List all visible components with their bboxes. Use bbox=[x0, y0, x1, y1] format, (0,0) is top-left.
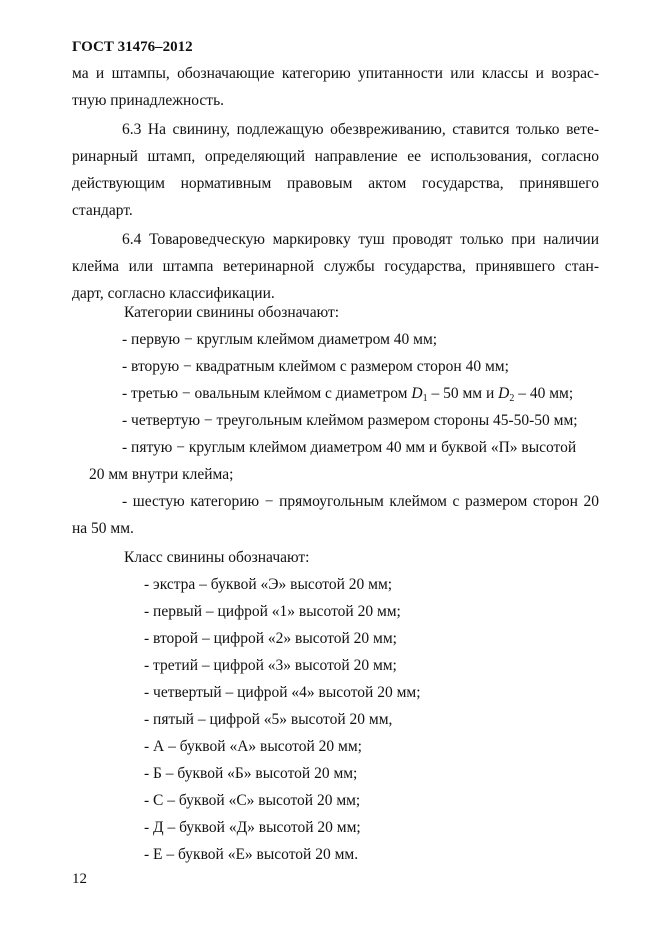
category-item: - пятую − круглым клеймом диаметром 40 мм и буквой «П» высотой bbox=[122, 439, 577, 456]
paragraph-line: 6.3 На свинину, подлежащую обезвреживанию, ставится только вете- bbox=[122, 121, 599, 138]
class-item: - Е – буквой «Е» высотой 20 мм. bbox=[144, 846, 359, 863]
category-item-continuation: на 50 мм. bbox=[72, 520, 134, 537]
class-item: - С – буквой «С» высотой 20 мм; bbox=[144, 792, 361, 809]
class-item: - третий – цифрой «3» высотой 20 мм; bbox=[144, 657, 397, 674]
class-item: - Д – буквой «Д» высотой 20 мм; bbox=[144, 819, 361, 836]
class-item: - четвертый – цифрой «4» высотой 20 мм; bbox=[144, 684, 421, 701]
page-number: 12 bbox=[72, 871, 87, 887]
classes-intro: Класс свинины обозначают: bbox=[124, 549, 310, 566]
class-item: - Б – буквой «Б» высотой 20 мм; bbox=[144, 765, 358, 782]
category-item-continuation: 20 мм внутри клейма; bbox=[89, 466, 234, 483]
category-item: - третью − овальным клеймом с диаметром $D_1 - 50$ мм и $D_2 - 40$ мм; bbox=[122, 385, 574, 404]
paragraph-line: действующим нормативным правовым актом государства, принявшего bbox=[72, 175, 599, 192]
class-item: - А – буквой «А» высотой 20 мм; bbox=[144, 738, 362, 755]
paragraph-line: ринарный штамп, определяющий направление ее использования, согласно bbox=[72, 148, 599, 165]
document-header: ГОСТ 31476–2012 bbox=[72, 39, 193, 55]
category-item: - вторую − квадратным клеймом с размером сторон 40 мм; bbox=[122, 358, 509, 375]
class-item: - первый – цифрой «1» высотой 20 мм; bbox=[144, 603, 401, 620]
category-item: - шестую категорию − прямоугольным клеймом с размером сторон 20 bbox=[122, 493, 599, 510]
paragraph-line: дарт, согласно классификации. bbox=[72, 285, 275, 302]
paragraph-line: 6.4 Товароведческую маркировку туш проводят только при наличии bbox=[122, 231, 599, 248]
class-item: - пятый – цифрой «5» высотой 20 мм, bbox=[144, 711, 393, 728]
category-item: - первую − круглым клеймом диаметром 40 мм; bbox=[122, 331, 438, 348]
paragraph-line: стандарт. bbox=[72, 202, 133, 219]
category-item: - четвертую − треугольным клеймом размером стороны 45-50-50 мм; bbox=[122, 412, 578, 429]
categories-intro: Категории свинины обозначают: bbox=[124, 304, 340, 321]
paragraph-line: ма и штампы, обозначающие категорию упитанности или классы и возрас- bbox=[72, 65, 599, 82]
class-item: - экстра – буквой «Э» высотой 20 мм; bbox=[144, 576, 393, 593]
paragraph-line: тную принадлежность. bbox=[72, 92, 225, 109]
class-item: - второй – цифрой «2» высотой 20 мм; bbox=[144, 630, 397, 647]
paragraph-line: клейма или штампа ветеринарной службы государства, принявшего стан- bbox=[72, 258, 599, 275]
